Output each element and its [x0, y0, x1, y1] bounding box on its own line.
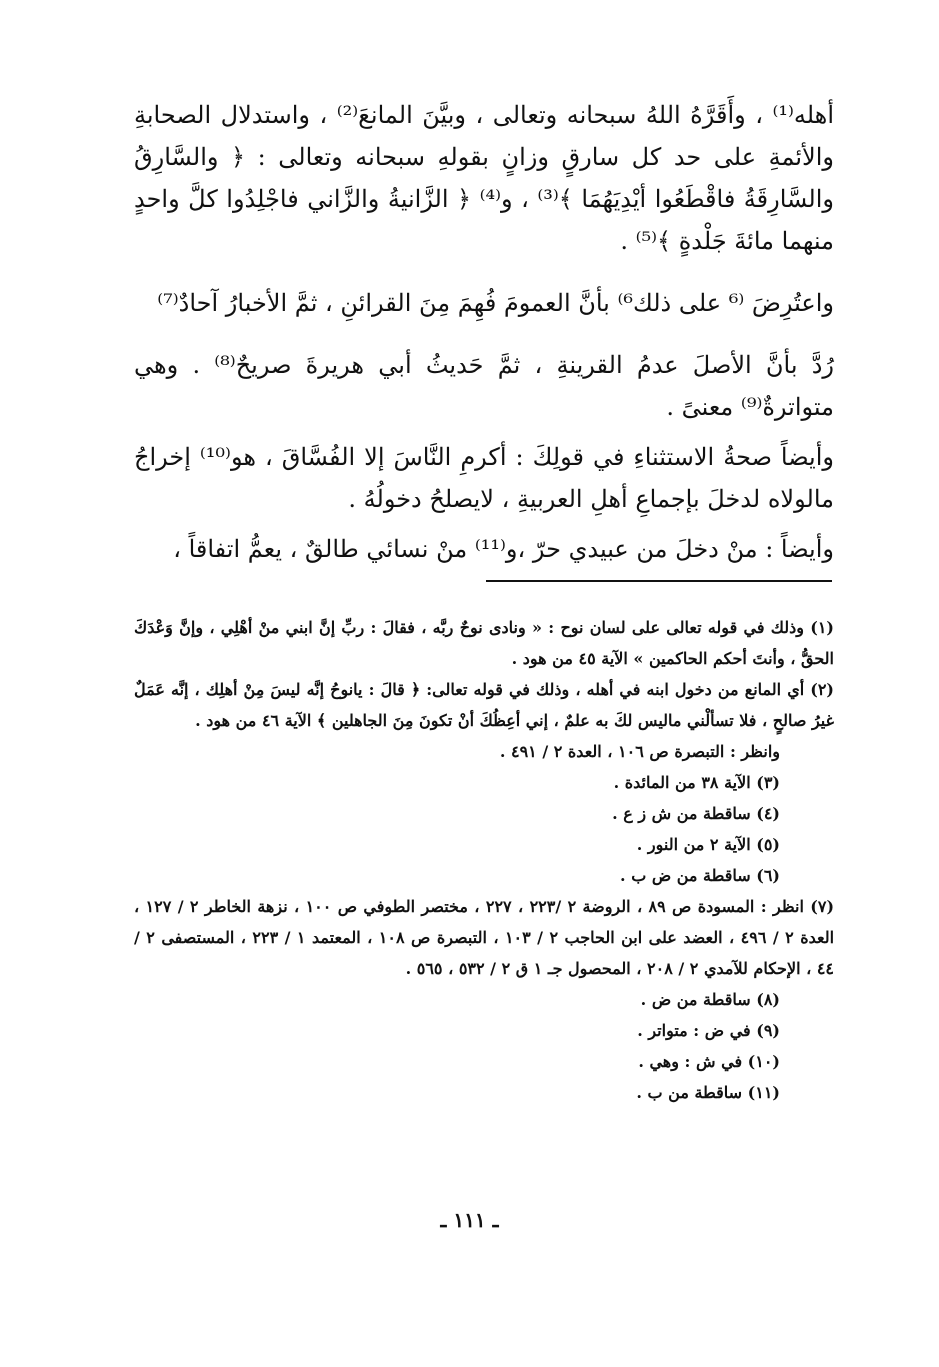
- paragraph-4: وأيضاً صحةُ الاستثناءِ في قولِكَ : أكرمِ النَّاسَ إلا الفُسَّاقَ ، هو⁽¹⁰⁾ إخراجُ مالولاه لدخلَ بإجماعِ أهلِ العربيةِ ، لايصلحُ دخولُهُ .: [134, 443, 834, 513]
- paragraph-3: رُدَّ بأنَّ الأصلَ عدمُ القرينةِ ، ثمَّ حَديثُ أبي هريرةَ صريحٌ⁽⁸⁾ . وهي متواترةٌ⁽⁹⁾ معنىً .: [134, 351, 834, 421]
- footnote-9: (٩) في ض : متواتر .: [637, 1021, 780, 1040]
- footnote-2-reference: وانظر : التبصرة ص ١٠٦ ، العدة ٢ / ٤٩١ .: [499, 742, 780, 761]
- footnote-11: (١١) ساقطة من ب .: [636, 1083, 780, 1102]
- main-text-body: [134, 94, 834, 590]
- footnote-2: (٢) أي المانع من دخول ابنه في أهله ، وذلك في قوله تعالى: ﴿ قالَ : يانوحُ إنَّه ليسَ مِنْ أهلِك ، إنَّه عَمَلٌ غيرُ صالحٍ ، فلا تسألْني ماليس لكَ به علمٌ ، إني أعِظُكَ أنْ تكونَ مِنَ الجاهلين ﴾ الآية ٤٦ من هود .: [134, 680, 834, 730]
- footnote-6: (٦) ساقطة من ض ب .: [620, 866, 780, 885]
- footnote-5: (٥) الآية ٢ من النور .: [636, 835, 780, 854]
- page-number: ـ ١١١ ـ: [440, 1208, 499, 1232]
- footnote-3: (٣) الآية ٣٨ من المائدة .: [613, 773, 780, 792]
- footnote-8: (٨) ساقطة من ض .: [640, 990, 780, 1009]
- footnote-separator: [486, 580, 832, 582]
- footnote-10: (١٠) في ش : وهي .: [638, 1052, 780, 1071]
- paragraph-1: أهله⁽¹⁾ ، وأَقَرَّهُ اللهُ سبحانه وتعالى ، وبيَّنَ المانعَ⁽²⁾ ، واستدلال الصحابةِ والأئمةِ على حد كل سارقٍ وزانٍ بقولهِ سبحانه وتعالى : ﴿ والسَّارِقُ والسَّارِقَةُ فاقْطَعُوا أيْدِيَهُمَا ﴾⁽³⁾ ، و⁽⁴⁾ ﴿ الزَّانيةُ والزَّاني فاجْلِدُوا كلَّ واحدٍ منهما مائةَ جَلْدةٍ ﴾⁽⁵⁾ .: [134, 101, 835, 255]
- footnote-7: (٧) انظر : المسودة ص ٨٩ ، الروضة ٢ /٢٢٣ ، ٢٢٧ ، مختصر الطوفي ص ١٠٠ ، نزهة الخاطر ٢ / ١٢٧ ، العدة ٢ / ٤٩٦ ، العضد على ابن الحاجب ٢ / ١٠٣ ، التبصرة ص ١٠٨ ، المعتمد ١ / ٢٢٣ ، المستصفى ٢ / ٤٤ ، الإحكام للآمدي ٢ / ٢٠٨ ، المحصول جـ ١ ق ٢ / ٥٣٢ ، ٥٦٥ .: [134, 897, 835, 978]
- footnotes-section: [134, 612, 834, 1108]
- paragraph-2: واعتُرِضَ ⁽⁶ على ذلك⁶⁾ بأنَّ العمومَ فُهِمَ مِنَ القرائنِ ، ثمَّ الأخبارُ آحادٌ⁽⁷⁾: [157, 289, 834, 317]
- paragraph-5: وأيضاً : منْ دخلَ من عبيدي حرّ ،و⁽¹¹⁾ منْ نسائي طالقٌ ، يعمُّ اتفاقاً ،: [173, 535, 834, 563]
- footnote-4: (٤) ساقطة من ش ز ع .: [612, 804, 780, 823]
- footnote-1: (١) وذلك في قوله تعالى على لسان نوح : « ونادى نوحٌ ربَّه ، فقالَ : ربِّ إنَّ ابني منْ أهْلِي ، وإنَّ وَعْدَكَ الحقُّ ، وأنتَ أحكم الحاكمين » الآية ٤٥ من هود .: [134, 618, 834, 668]
